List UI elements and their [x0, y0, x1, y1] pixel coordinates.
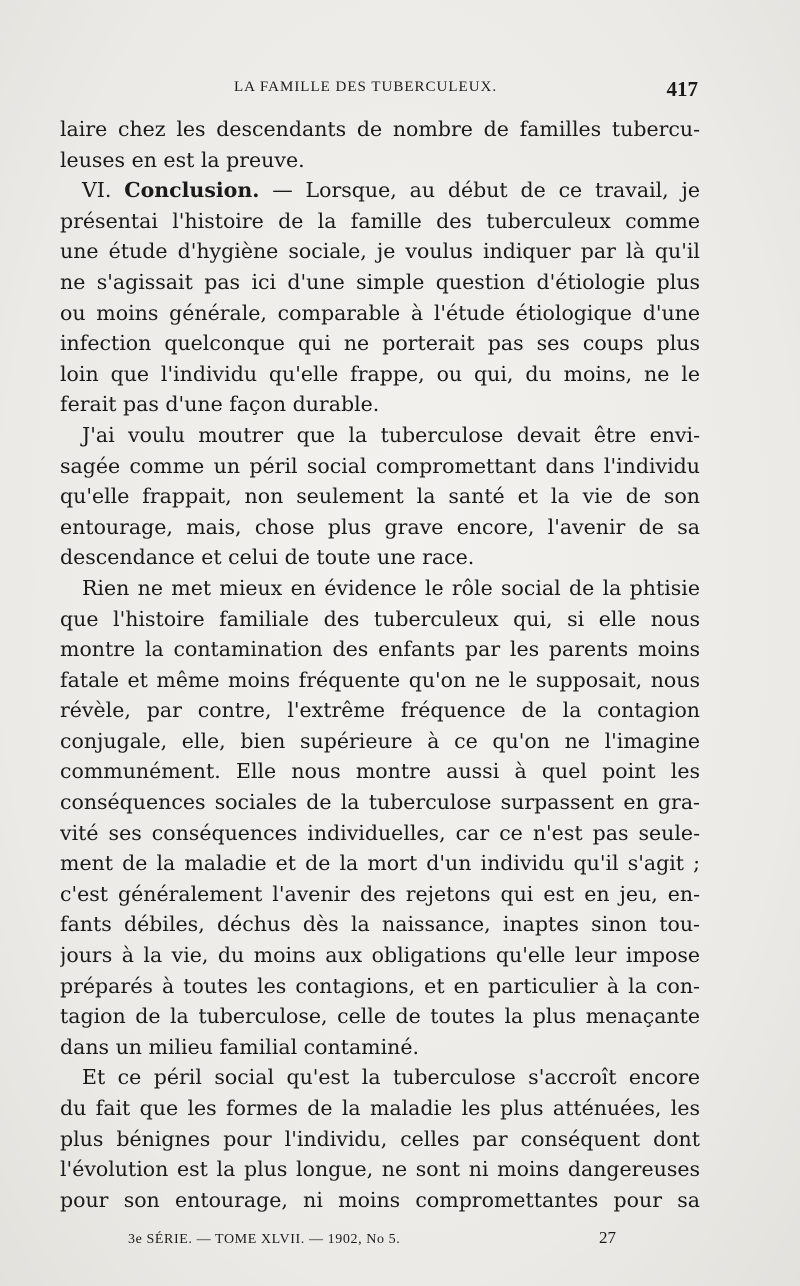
text-line: laire chez les descendants de nombre de familles tubercu- — [60, 117, 700, 141]
page-number: 417 — [666, 77, 698, 101]
text-line: présentai l'histoire de la famille des tuberculeux comme — [60, 208, 700, 233]
text-line: du fait que les formes de la maladie les plus atténuées, les — [60, 1096, 700, 1120]
text-fragment: — Lorsque, au début de ce travail, je — [259, 178, 700, 203]
text-line: ne s'agissait pas ici d'une simple question d'étiologie plus — [60, 269, 700, 294]
printer-signature: 3e SÉRIE. — TOME XLVII. — 1902, No 5. — [128, 1232, 401, 1247]
text-line: tagion de la tuberculose, celle de toutes la plus menaçante — [60, 1004, 700, 1029]
section-number: VI. — [82, 178, 125, 203]
text-line: leuses en est la preuve. — [60, 147, 305, 172]
text-line: ferait pas d'une façon durable. — [60, 392, 380, 417]
text-line: vité ses conséquences individuelles, car ce n'est pas seule- — [60, 820, 700, 845]
text-line: loin que l'individu qu'elle frappe, ou qui, du moins, ne le — [60, 361, 700, 386]
text-line: jours à la vie, du moins aux obligations qu'elle leur impose — [60, 943, 700, 968]
text-line: fants débiles, déchus dès la naissance, inaptes sinon tou- — [60, 912, 700, 937]
text-line: entourage, mais, chose plus grave encore, l'avenir de sa — [60, 514, 700, 539]
text-line: c'est généralement l'avenir des rejetons qui est en jeu, en- — [60, 881, 700, 906]
text-line: ou moins générale, comparable à l'étude étiologique d'une — [60, 300, 700, 325]
text-line: dans un milieu familial contaminé. — [60, 1034, 420, 1059]
section-heading-line — [60, 175, 700, 206]
text-line: plus bénignes pour l'individu, celles par conséquent dont — [60, 1126, 700, 1151]
text-line: fatale et même moins fréquente qu'on ne le supposait, nous — [60, 667, 700, 692]
text-line: J'ai voulu moutrer que la tuberculose devait être envi- — [82, 422, 700, 447]
text-line: révèle, par contre, l'extrême fréquence de la contagion — [60, 698, 700, 723]
text-line: que l'histoire familiale des tuberculeux qui, si elle nous — [60, 606, 700, 631]
text-line: communément. Elle nous montre aussi à quel point les — [60, 759, 700, 784]
body-text — [60, 114, 700, 1215]
text-line: conjugale, elle, bien supérieure à ce qu'on ne l'imagine — [60, 728, 700, 753]
page-footer — [128, 1228, 616, 1254]
text-line: ment de la maladie et de la mort d'un individu qu'il s'agit ; — [60, 851, 700, 876]
text-line: l'évolution est la plus longue, ne sont ni moins dangereuses — [60, 1157, 700, 1182]
text-line: conséquences sociales de la tuberculose surpassent en gra- — [60, 790, 700, 815]
text-line: sagée comme un péril social compromettant dans l'individu — [60, 453, 700, 478]
text-line: qu'elle frappait, non seulement la santé et la vie de son — [60, 484, 700, 509]
text-line: infection quelconque qui ne porterait pas ses coups plus — [60, 331, 700, 356]
text-line: préparés à toutes les contagions, et en particulier à la con- — [60, 973, 700, 998]
page-header — [62, 77, 698, 105]
text-line: pour son entourage, ni moins compromettantes pour sa — [60, 1187, 700, 1212]
text-line: descendance et celui de toute une race. — [60, 545, 475, 570]
text-line: Et ce péril social qu'est la tuberculose s'accroît encore — [82, 1065, 700, 1090]
section-title: Conclusion. — [124, 178, 260, 203]
text-line: Rien ne met mieux en évidence le rôle social de la phtisie — [82, 575, 700, 600]
text-line: une étude d'hygiène sociale, je voulus indiquer par là qu'il — [60, 239, 700, 264]
running-head: LA FAMILLE DES TUBERCULEUX. — [234, 79, 498, 95]
sheet-number: 27 — [599, 1228, 616, 1247]
text-line: montre la contamination des enfants par les parents moins — [60, 637, 700, 662]
